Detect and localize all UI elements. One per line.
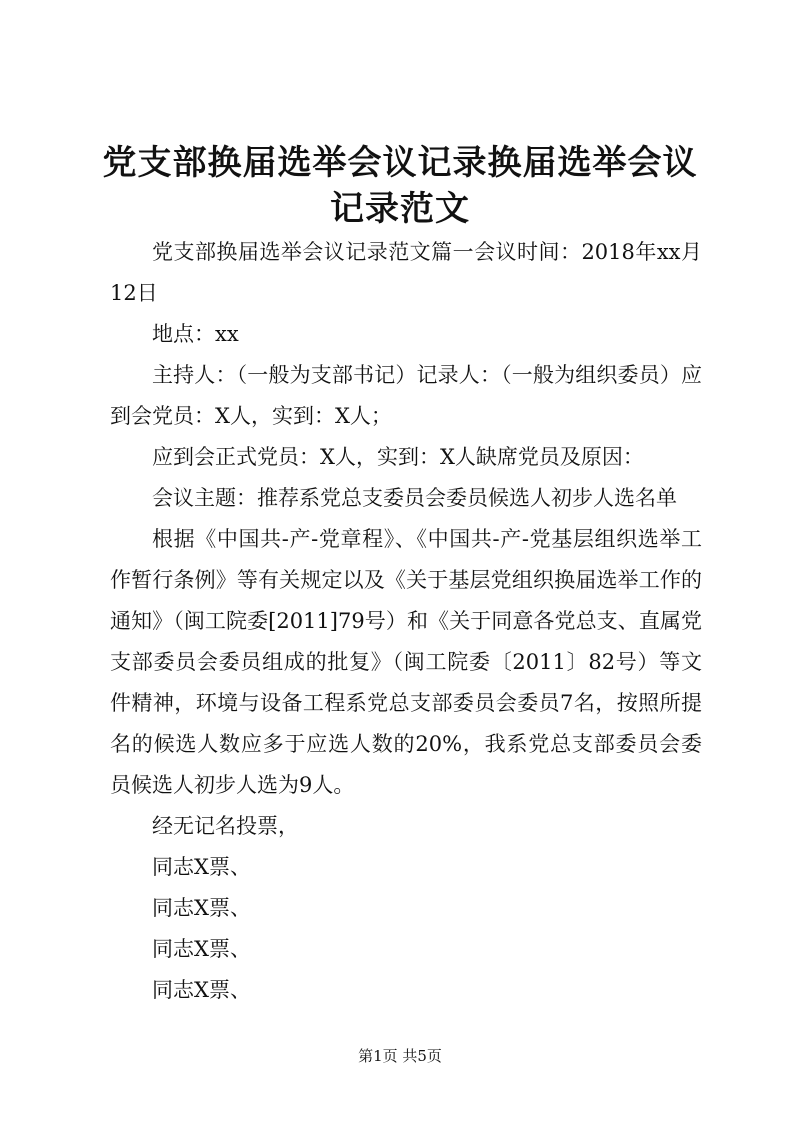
- paragraph-vote-line: 同志X票、: [152, 896, 251, 920]
- page-indicator: 第1页 共5页: [358, 1047, 442, 1065]
- paragraph-voting: 经无记名投票，: [152, 814, 299, 838]
- paragraph-basis: 根据《中国共-产-党章程》、《中国共-产-党基层组织选举工作暂行条例》等有关规定以及《关于基层党组织换届选举工作的通知》（闽工院委[2011]79号）和《关于同意各党总支、直属党支部委员会委员组成的批复》（闽工院委〔2011〕82号）等文件精神，环境与设备工程系党总支部委员会委员7名，按照所提名的候选人数应多于应选人数的20%，我系党总支部委员会委员候选人初步人选为9人。: [110, 527, 702, 797]
- paragraph-vote-line: 同志X票、: [152, 978, 251, 1002]
- paragraph-meeting-time: 党支部换届选举会议记录范文篇一会议时间：2018年xx月12日: [110, 240, 702, 305]
- document-body: [110, 232, 702, 1011]
- paragraph-vote-line: 同志X票、: [152, 937, 251, 961]
- paragraph-formal-members: 应到会正式党员：X人，实到：X人缺席党员及原因：: [152, 445, 644, 469]
- paragraph-host-recorder: 主持人：（一般为支部书记）记录人：（一般为组织委员）应到会党员：X人，实到：X人；: [110, 363, 702, 428]
- paragraph-location: 地点：xx: [152, 322, 239, 346]
- document-title: 党支部换届选举会议记录换届选举会议记录范文: [102, 143, 698, 229]
- paragraph-vote-line: 同志X票、: [152, 855, 251, 879]
- paragraph-meeting-topic: 会议主题：推荐系党总支委员会委员候选人初步人选名单: [152, 486, 677, 510]
